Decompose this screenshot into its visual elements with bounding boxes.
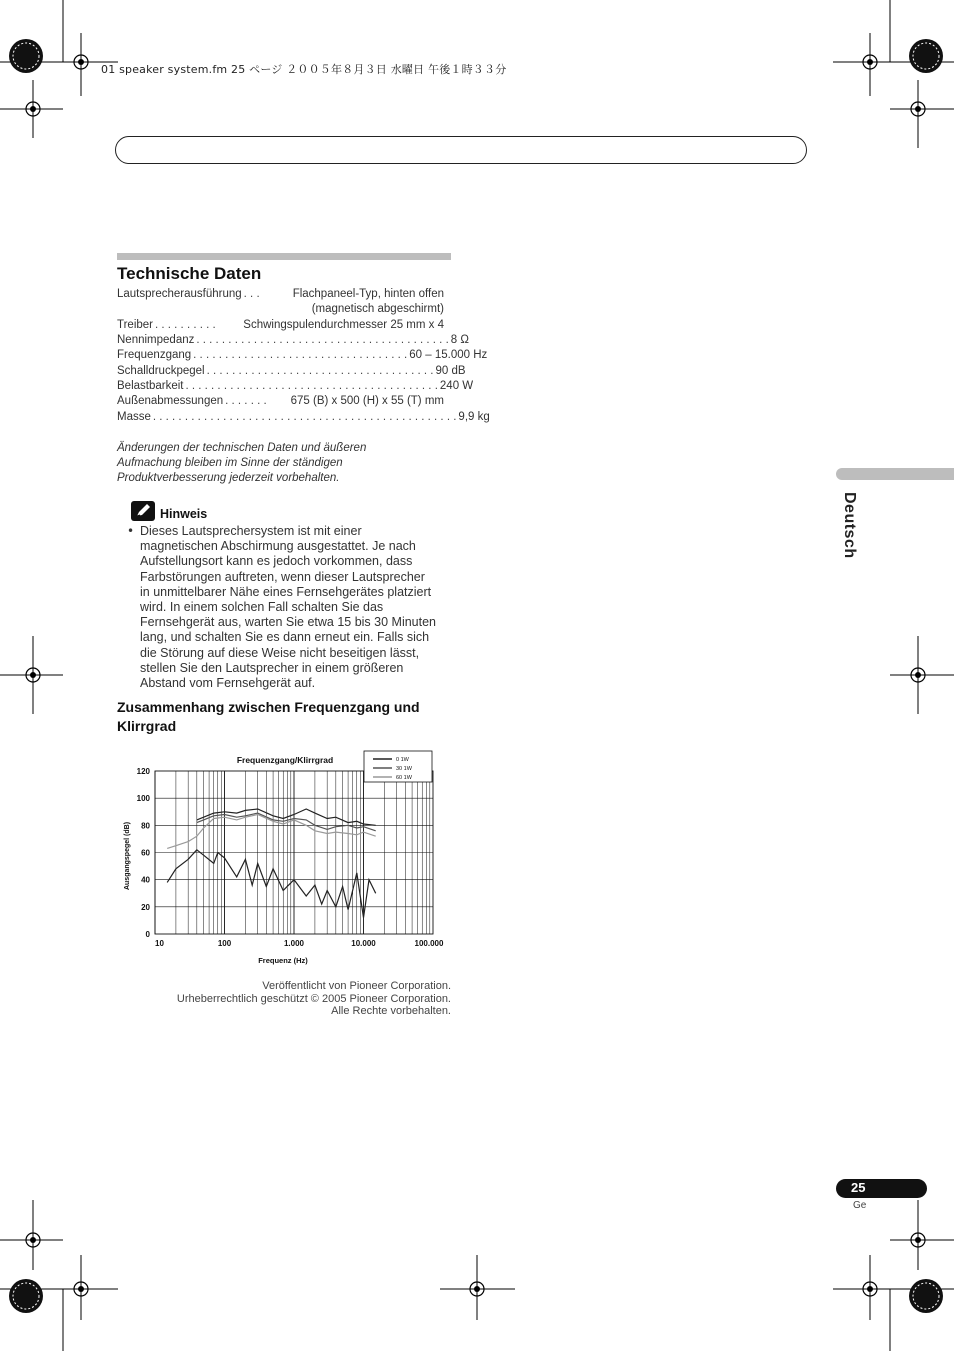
y-axis-ticks	[137, 767, 151, 939]
y-axis-label: Ausgangspegel (dB)	[124, 821, 131, 891]
note-line: lang, und schalten Sie es dann erneut ein. Falls sich	[140, 630, 430, 645]
subsection-title	[117, 698, 457, 736]
spec-value: 60 – 15.000 Hz	[409, 349, 488, 361]
spec-continuation: (magnetisch abgeschirmt)	[311, 303, 444, 315]
note-line: Fernsehgerät aus, warten Sie etwa 15 bis 30 Minuten	[140, 615, 437, 630]
credit-line: Urheberrechtlich geschützt © 2005 Pioneer Corporation.	[176, 993, 451, 1005]
note-pencil-icon	[131, 501, 155, 521]
legend-label: 30 1W	[396, 766, 412, 772]
chart-title: Frequenzgang/Klirrgrad	[236, 755, 334, 765]
y-tick-label: 20	[141, 902, 150, 912]
note-line: in unmittelbarer Nähe eines Fernsehgerätes platziert	[140, 584, 432, 599]
x-tick-label: 1.000	[283, 939, 305, 948]
note-heading: Hinweis	[160, 507, 208, 521]
spec-dots: . . .	[243, 288, 260, 300]
page-number: 25	[851, 1180, 866, 1195]
page-number-pill	[836, 1179, 927, 1198]
note-line: die Störung auf diese Weise nicht beseitigen lässt,	[140, 645, 420, 660]
y-tick-label: 60	[141, 848, 150, 858]
spec-value: Schwingspulendurchmesser 25 mm x 4	[243, 319, 444, 331]
y-tick-label: 40	[141, 875, 150, 885]
spec-label: Masse	[117, 411, 151, 423]
spec-value: 8 Ω	[450, 334, 469, 346]
spec-dots: . . . . . . . . . . . . . . . . . . . . . . . . . . . . . . . . . . . .	[206, 365, 434, 377]
y-tick-label: 120	[136, 767, 150, 776]
spec-value: Flachpaneel-Typ, hinten offen	[292, 288, 444, 300]
subsection-title-line: Klirrgrad	[117, 718, 177, 734]
spec-label: Belastbarkeit	[117, 380, 184, 392]
note-line: Aufstellungsort kann es jedoch vorkommen, dass	[140, 554, 413, 569]
spec-row	[117, 395, 444, 407]
x-axis-ticks	[155, 939, 444, 948]
note-line: Abstand vom Fernsehgerät auf.	[140, 676, 316, 691]
note-line: stellen Sie den Lautsprecher in einem größeren	[140, 660, 404, 675]
y-tick-label: 80	[141, 821, 150, 831]
spec-dots: . . . . . . . . . .	[155, 319, 216, 331]
bullet-marker: •	[127, 524, 135, 538]
note-line: Farbstörungen auftreten, wenn dieser Lautsprecher	[140, 569, 425, 584]
spec-row	[117, 288, 444, 300]
x-axis-label: Frequenz (Hz)	[258, 956, 308, 965]
note-line: wird. In einem solchen Fall schalten Sie das	[140, 600, 384, 615]
series-line	[167, 850, 376, 918]
spec-value: 9,9 kg	[458, 411, 490, 423]
x-tick-label: 100	[217, 939, 232, 948]
chart-legend	[364, 751, 432, 782]
spec-value: 675 (B) x 500 (H) x 55 (T) mm	[290, 395, 444, 407]
change-note-line: Änderungen der technischen Daten und äußeren	[117, 442, 367, 454]
change-note-line: Aufmachung bleiben im Sinne der ständigen	[117, 457, 343, 469]
spec-row	[117, 334, 469, 346]
spec-label: Lautsprecherausführung	[117, 288, 242, 300]
x-tick-label: 10.000	[351, 939, 376, 948]
credit-line: Veröffentlicht von Pioneer Corporation.	[262, 980, 451, 992]
legend-label: 60 1W	[396, 775, 412, 781]
spec-row	[117, 365, 466, 377]
note-text	[140, 524, 452, 691]
spec-label: Außenabmessungen	[117, 395, 224, 407]
spec-dots: . . . . . . . . . . . . . . . . . . . . . . . . . . . . . . . . . .	[193, 349, 408, 361]
file-header: 01 speaker system.fm 25 ページ ２００５年８月３日 水曜日 午後１時３３分	[101, 63, 507, 76]
spec-label: Nennimpedanz	[117, 334, 195, 346]
page-code: Ge	[853, 1200, 867, 1211]
change-note-line: Produktverbesserung jederzeit vorbehalten.	[117, 472, 340, 484]
language-label: Deutsch	[841, 492, 858, 559]
spec-dots: . . . . . . . . . . . . . . . . . . . . . . . . . . . . . . . . . . . . . . . .	[185, 380, 438, 392]
credit-line: Alle Rechte vorbehalten.	[331, 1005, 451, 1017]
header-bar	[115, 136, 807, 164]
spec-value: 240 W	[439, 380, 474, 392]
spec-row	[117, 349, 488, 361]
spec-row	[117, 380, 474, 392]
spec-label: Treiber	[117, 319, 153, 331]
chart-grid	[155, 771, 433, 934]
subsection-title-line: Zusammenhang zwischen Frequenzgang und	[117, 699, 420, 715]
language-tab	[836, 468, 954, 480]
y-tick-label: 0	[145, 930, 150, 939]
spec-label: Schalldruckpegel	[117, 365, 205, 377]
note-line: Dieses Lautsprechersystem ist mit einer	[140, 524, 362, 538]
change-note	[117, 441, 447, 486]
section-title: Technische Daten	[117, 264, 262, 283]
spec-dots: . . . . . . . . . . . . . . . . . . . . . . . . . . . . . . . . . . . . . . . . . . . . . . . .	[152, 411, 457, 423]
note-line: magnetischen Abschirmung ausgestattet. Je nach	[140, 539, 416, 554]
y-tick-label: 100	[136, 794, 150, 804]
x-tick-label: 100.000	[414, 939, 444, 948]
spec-row	[117, 319, 444, 331]
frequency-response-chart	[115, 748, 460, 970]
spec-label: Frequenzgang	[117, 349, 192, 361]
spec-value: 90 dB	[435, 365, 466, 377]
section-rule	[117, 253, 451, 260]
spec-row	[117, 411, 490, 423]
x-tick-label: 10	[155, 939, 164, 948]
legend-label: 0 1W	[396, 757, 409, 763]
spec-dots: . . . . . . . . . . . . . . . . . . . . . . . . . . . . . . . . . . . . . . . .	[196, 334, 449, 346]
spec-dots: . . . . . . .	[225, 395, 267, 407]
